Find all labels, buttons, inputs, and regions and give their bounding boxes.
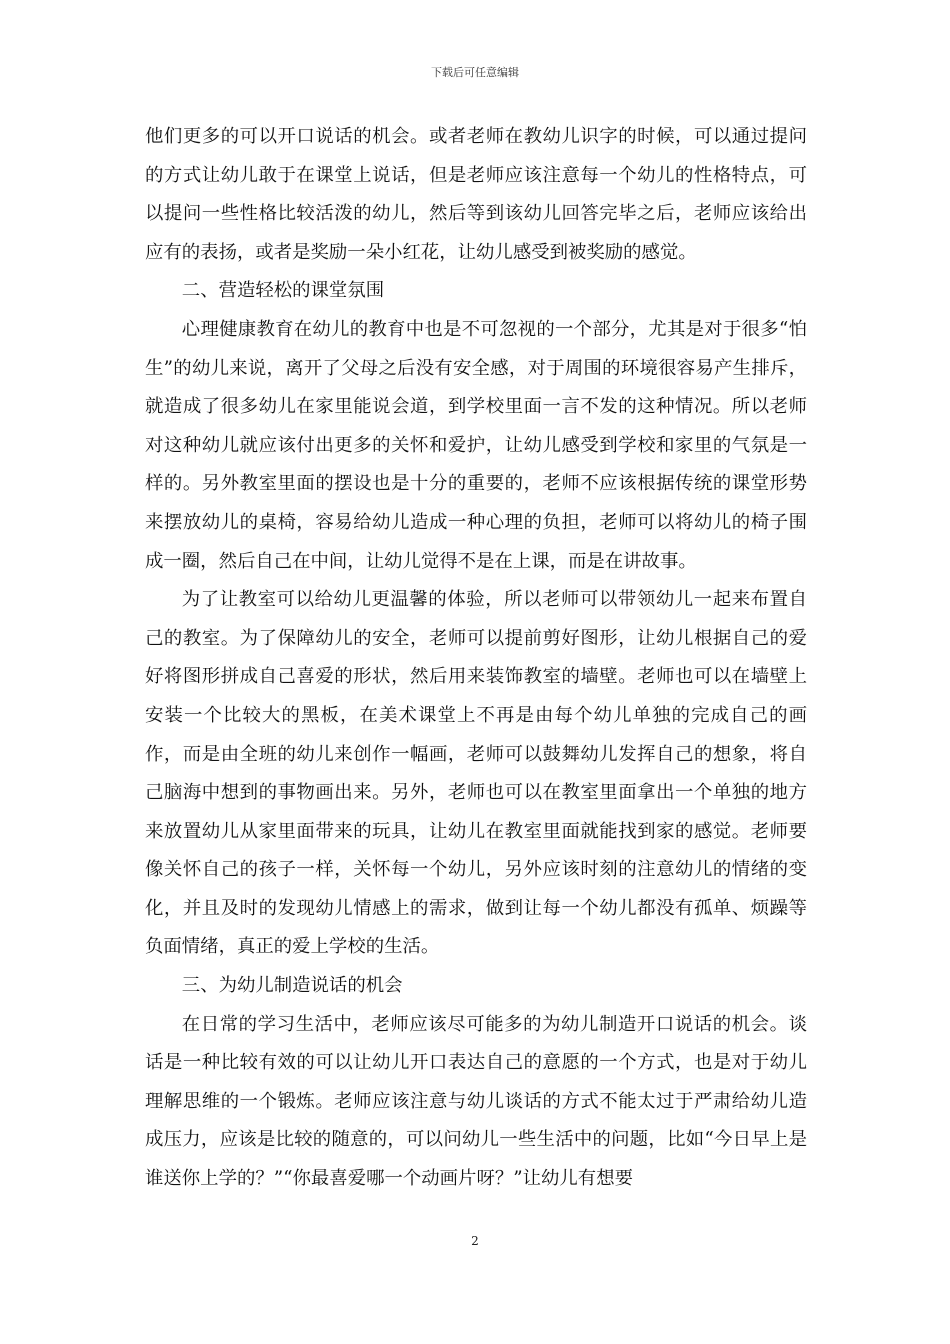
paragraph-mental-health: 心理健康教育在幼儿的教育中也是不可忽视的一个部分，尤其是对于很多“怕生”的幼儿来说，离开了父母之后没有安全感，对于周围的环境很容易产生排斥，就造成了很多幼儿在家里能说会道，到学校里面一言不发的这种情况。所以老师对这种幼儿就应该付出更多的关怀和爱护，让幼儿感受到学校和家里的气氛是一样的。另外教室里面的摆设也是十分的重要的，老师不应该根据传统的课堂形势来摆放幼儿的桌椅，容易给幼儿造成一种心理的负担，老师可以将幼儿的椅子围成一圈，然后自己在中间，让幼儿觉得不是在上课，而是在讲故事。 bbox=[145, 318, 807, 572]
section-heading-3: 三、为幼儿制造说话的机会 bbox=[181, 975, 403, 997]
page-header: 下载后可任意编辑 bbox=[431, 66, 519, 79]
paragraph-classroom-decoration: 为了让教室可以给幼儿更温馨的体验，所以老师可以带领幼儿一起来布置自己的教室。为了保障幼儿的安全，老师可以提前剪好图形，让幼儿根据自己的爱好将图形拼成自己喜爱的形状，然后用来装饰教室的墙壁。老师也可以在墙壁上安装一个比较大的黑板，在美术课堂上不再是由每个幼儿单独的完成自己的画作，而是由全班的幼儿来创作一幅画，老师可以鼓舞幼儿发挥自己的想象，将自己脑海中想到的事物画出来。另外，老师也可以在教室里面拿出一个单独的地方来放置幼儿从家里面带来的玩具，让幼儿在教室里面就能找到家的感觉。老师要像关怀自己的孩子一样，关怀每一个幼儿，另外应该时刻的注意幼儿的情绪的变化，并且及时的发现幼儿情感上的需求，做到让每一个幼儿都没有孤单、烦躁等负面情绪，真正的爱上学校的生活。 bbox=[145, 589, 807, 958]
page-number: 2 bbox=[471, 1234, 479, 1248]
paragraph-conversation: 在日常的学习生活中，老师应该尽可能多的为幼儿制造开口说话的机会。谈话是一种比较有效的可以让幼儿开口表达自己的意愿的一个方式，也是对于幼儿理解思维的一个锻炼。老师应该注意与幼儿谈话的方式不能太过于严肃给幼儿造成压力，应该是比较的随意的，可以问幼儿一些生活中的问题，比如“今日早上是谁送你上学的？”“你最喜爱哪一个动画片呀？”让幼儿有想要 bbox=[145, 1013, 807, 1190]
document-body bbox=[145, 118, 807, 1199]
section-heading-2: 二、营造轻松的课堂氛围 bbox=[181, 280, 385, 302]
paragraph-continued: 他们更多的可以开口说话的机会。或者老师在教幼儿识字的时候，可以通过提问的方式让幼儿敢于在课堂上说话，但是老师应该注意每一个幼儿的性格特点，可以提问一些性格比较活泼的幼儿，然后等到该幼儿回答完毕之后，老师应该给出应有的表扬，或者是奖励一朵小红花，让幼儿感受到被奖励的感觉。 bbox=[145, 126, 807, 263]
